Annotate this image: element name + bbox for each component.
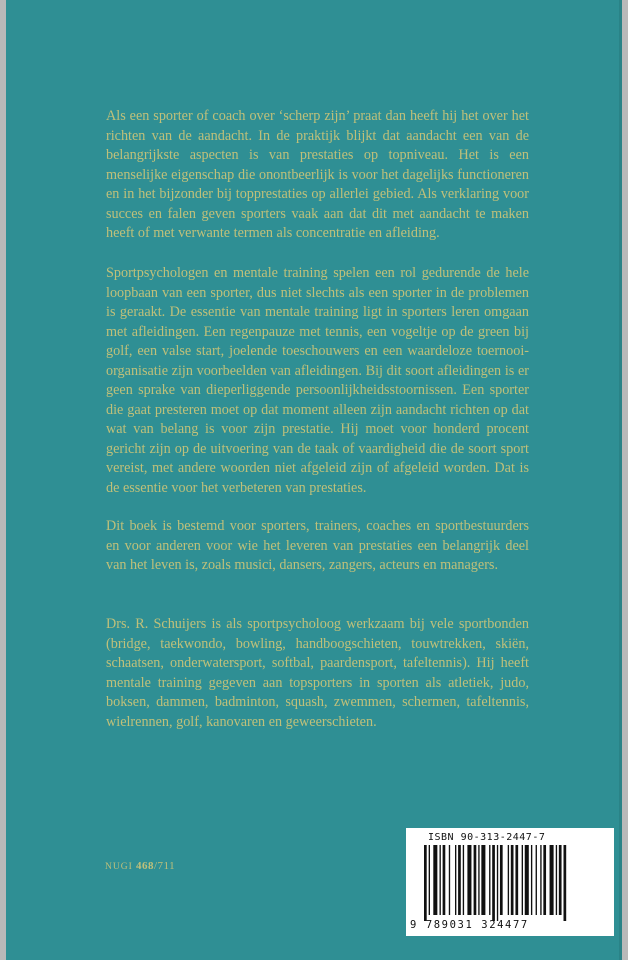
- nugi-rest: /711: [154, 860, 176, 872]
- paragraph-audience: Dit boek is bestemd voor sporters, trainers, coaches en sportbestuurders en voor anderen voor wie het leveren van prestaties een belangrijk deel van het leven is, zoals musici, dansers, zangers, acteurs en managers.: [106, 518, 529, 573]
- barcode-digits: 9 789031 324477: [410, 919, 529, 931]
- paragraph-intro: Als een sporter of coach over ‘scherp zijn’ praat dan heeft hij het over het richten van de aandacht. In de praktijk blijkt dat aandacht een van de belangrijkste aspecten is van prestaties op topniveau. Het is een menselijke eigenschap die onontbeerlijk is voor het dagelijks functioneren en in het bijzonder bij topprestaties op allerlei gebied. Als verklaring voor succes en falen geven sporters vaak aan dat dit met aandacht te maken heeft of met verwante termen als concentratie en afleiding.: [106, 108, 529, 241]
- paragraph-mental-training: Sportpsychologen en mentale training spelen een rol gedurende de hele loopbaan van een sporter, dus niet slechts als een sporter in de problemen is geraakt. De essentie van mentale training ligt in sporters leren omgaan met afleidingen. Een regenpauze met tennis, een vogeltje op de green bij golf, een valse start, joelende toeschouwers en een waardeloze toernooi-organisatie zijn voorbeelden van afleidingen. Bij dit soort afleidingen is er geen sprake van dieperliggende persoonlijkheidsstoornissen. Een sporter die gaat presteren moet op dat moment alleen zijn aandacht richten op dat wat van belang is voor zijn prestatie. Hij moet voor honderd procent gericht zijn op de uitvoering van de taak of vaardigheid die de soort sport vereist, met andere woorden niet afgeleid zijn of afgeleid worden. Dat is de essentie voor het verbeteren van prestaties.: [106, 265, 529, 496]
- barcode-bars-graphic: [422, 845, 606, 921]
- back-cover: [6, 0, 622, 960]
- paragraph-author: Drs. R. Schuijers is als sportpsycholoog werkzaam bij vele sportbonden (bridge, taekwondo, bowling, handboogschieten, touwtrekken, skiën, schaatsen, onderwatersport, softbal, paardensport, tafeltennis). Hij heeft mentale training gegeven aan topsporters in sporten als atletiek, judo, boksen, dammen, badminton, squash, zwemmen, schermen, tafeltennis, wielrennen, golf, kanovaren en geweerschieten.: [106, 616, 529, 730]
- isbn-barcode: [406, 828, 614, 936]
- isbn-label: ISBN 90-313-2447-7: [428, 832, 546, 843]
- nugi-main: 468: [136, 860, 154, 872]
- nugi-code: [105, 860, 175, 872]
- nugi-label: NUGI: [105, 862, 133, 872]
